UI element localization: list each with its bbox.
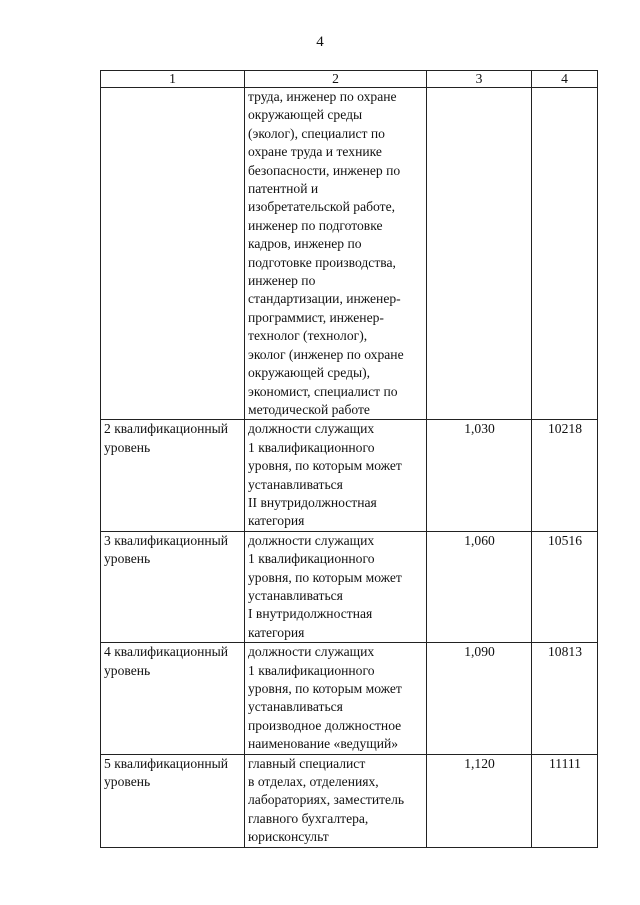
qualification-level-cell: 2 квалификационный уровень bbox=[101, 420, 245, 531]
salary-cell: 10516 bbox=[532, 531, 598, 642]
positions-cell: должности служащих 1 квалификационного уровня, по которым может устанавливаться II внутридолжностная категория bbox=[245, 420, 427, 531]
positions-cell: должности служащих 1 квалификационного уровня, по которым может устанавливаться производное должностное наименование «ведущий» bbox=[245, 643, 427, 754]
qualification-table bbox=[100, 70, 598, 848]
table-row bbox=[101, 754, 598, 847]
qualification-level-cell: 5 квалификационный уровень bbox=[101, 754, 245, 847]
column-header: 2 bbox=[245, 71, 427, 88]
coefficient-cell bbox=[427, 88, 532, 420]
table-row bbox=[101, 643, 598, 754]
positions-cell: труда, инженер по охране окружающей среды (эколог), специалист по охране труда и технике безопасности, инженер по патентной и изобретательской работе, инженер по подготовке кадров, инженер по подготовке производства, инженер по стандартизации, инженер- программист, инженер- технолог (технолог), эколог (инженер по охране окружающей среды), экономист, специалист по методической работе bbox=[245, 88, 427, 420]
salary-cell: 11111 bbox=[532, 754, 598, 847]
column-header: 3 bbox=[427, 71, 532, 88]
qualification-level-cell bbox=[101, 88, 245, 420]
qualification-level-cell: 3 квалификационный уровень bbox=[101, 531, 245, 642]
coefficient-cell: 1,030 bbox=[427, 420, 532, 531]
column-header: 1 bbox=[101, 71, 245, 88]
table-row bbox=[101, 420, 598, 531]
salary-cell: 10218 bbox=[532, 420, 598, 531]
positions-cell: главный специалист в отделах, отделениях, лабораториях, заместитель главного бухгалтера, юрисконсульт bbox=[245, 754, 427, 847]
qualification-level-cell: 4 квалификационный уровень bbox=[101, 643, 245, 754]
page-number: 4 bbox=[316, 34, 324, 50]
coefficient-cell: 1,090 bbox=[427, 643, 532, 754]
table-row bbox=[101, 531, 598, 642]
salary-cell: 10813 bbox=[532, 643, 598, 754]
table-header-row bbox=[101, 71, 598, 88]
coefficient-cell: 1,060 bbox=[427, 531, 532, 642]
column-header: 4 bbox=[532, 71, 598, 88]
table-row bbox=[101, 88, 598, 420]
coefficient-cell: 1,120 bbox=[427, 754, 532, 847]
positions-cell: должности служащих 1 квалификационного уровня, по которым может устанавливаться I внутридолжностная категория bbox=[245, 531, 427, 642]
salary-cell bbox=[532, 88, 598, 420]
